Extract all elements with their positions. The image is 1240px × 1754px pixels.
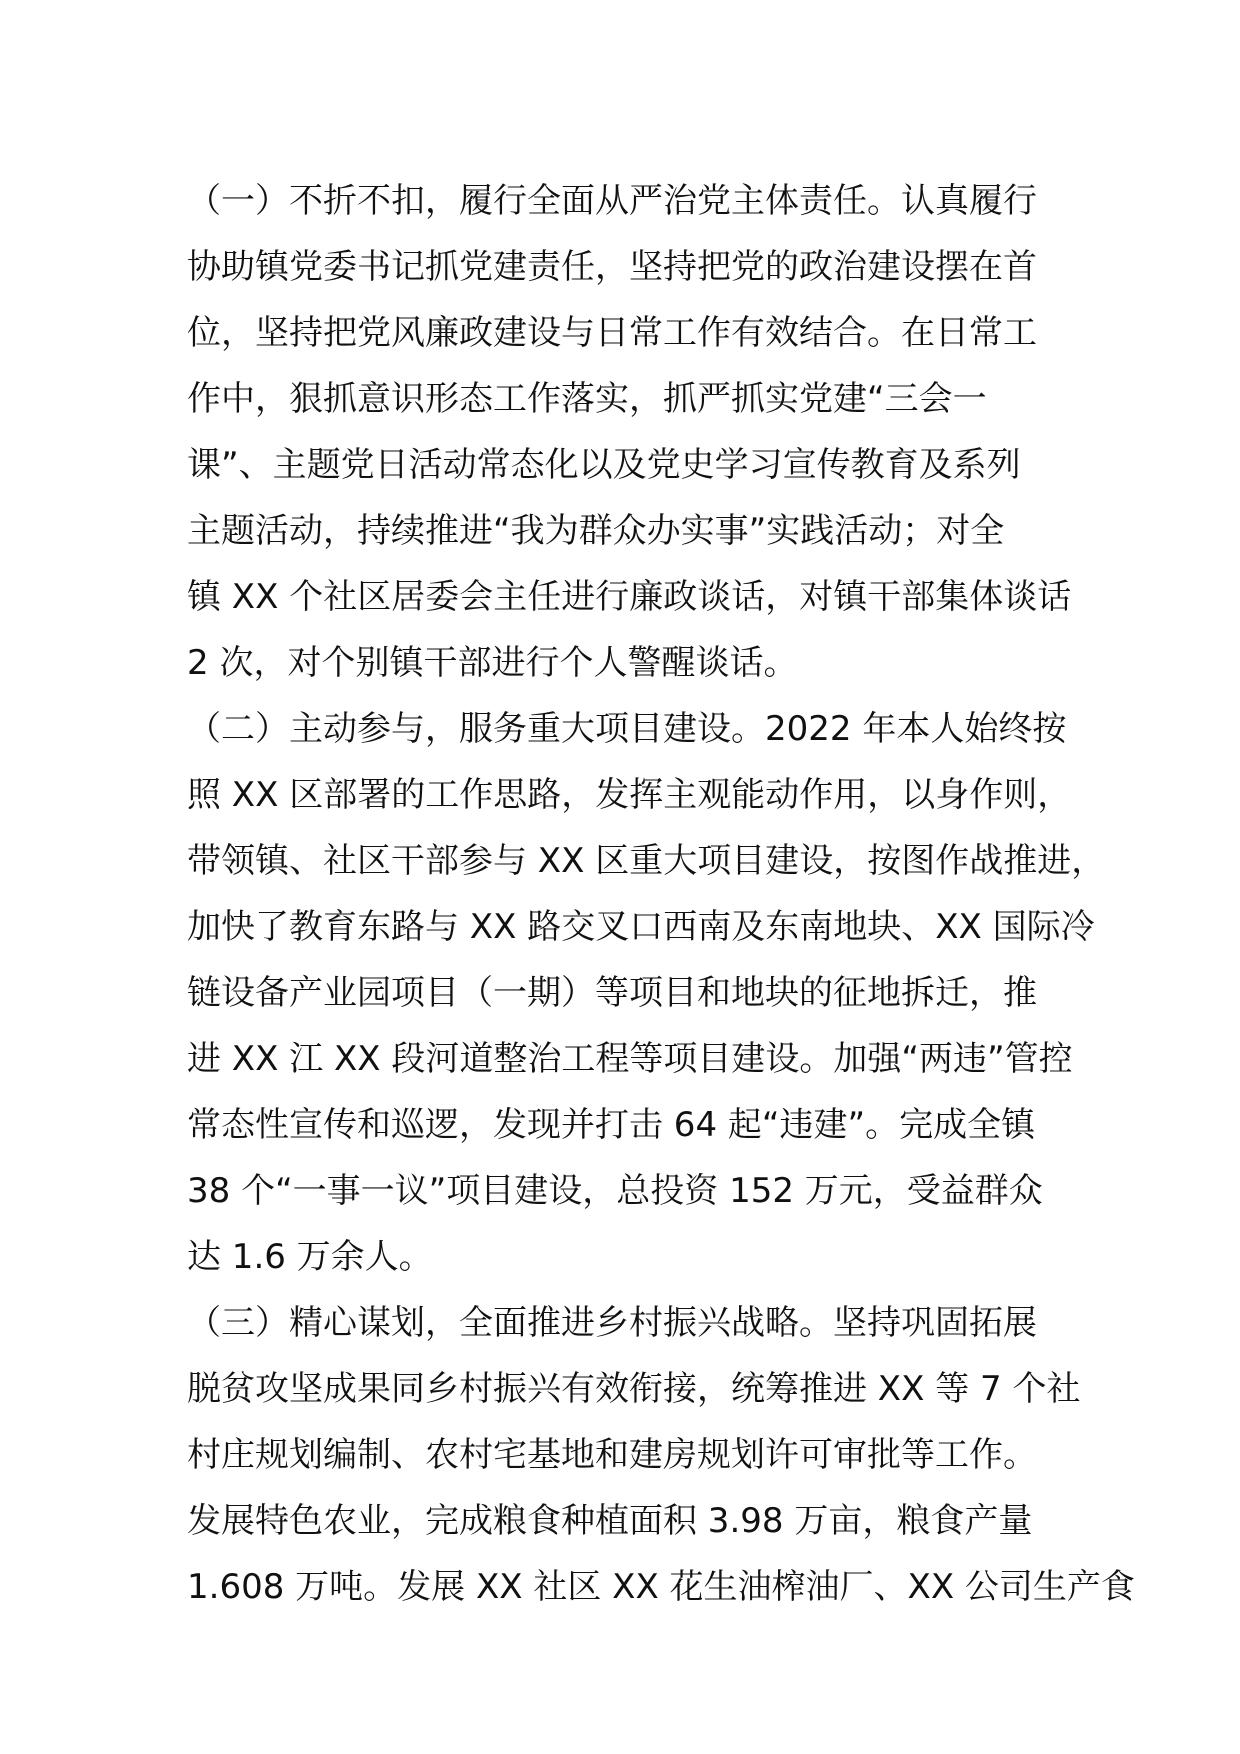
text-line: 照 XX 区部署的工作思路，发挥主观能动作用，以身作则， — [187, 775, 1072, 815]
text-line: （二）主动参与，服务重大项目建设。2022 年本人始终按 — [187, 709, 1067, 749]
text-line: 脱贫攻坚成果同乡村振兴有效衔接，统筹推进 XX 等 7 个社 — [187, 1369, 1081, 1409]
body-text — [187, 168, 1135, 1620]
text-line: 达 1.6 万余人。 — [187, 1237, 433, 1277]
text-line: （三）精心谋划，全面推进乡村振兴战略。坚持巩固拓展 — [187, 1303, 1037, 1343]
text-line: 课”、主题党日活动常态化以及党史学习宣传教育及系列 — [187, 445, 1021, 485]
text-line: 进 XX 江 XX 段河道整治工程等项目建设。加强“两违”管控 — [187, 1039, 1073, 1079]
text-line: 常态性宣传和巡逻，发现并打击 64 起“违建”。完成全镇 — [187, 1105, 1036, 1145]
text-line: （一）不折不扣，履行全面从严治党主体责任。认真履行 — [187, 181, 1037, 221]
text-line: 村庄规划编制、农村宅基地和建房规划许可审批等工作。 — [187, 1435, 1037, 1475]
text-line: 协助镇党委书记抓党建责任，坚持把党的政治建设摆在首 — [187, 247, 1037, 287]
text-line: 2 次，对个别镇干部进行个人警醒谈话。 — [187, 643, 798, 683]
text-line: 发展特色农业，完成粮食种植面积 3.98 万亩，粮食产量 — [187, 1501, 1033, 1541]
text-line: 作中，狠抓意识形态工作落实，抓严抓实党建“三会一 — [187, 379, 987, 419]
text-line: 加快了教育东路与 XX 路交叉口西南及东南地块、XX 国际冷 — [187, 907, 1095, 947]
text-line: 镇 XX 个社区居委会主任进行廉政谈话，对镇干部集体谈话 — [187, 577, 1072, 617]
text-line: 位，坚持把党风廉政建设与日常工作有效结合。在日常工 — [187, 313, 1037, 353]
text-line: 1.608 万吨。发展 XX 社区 XX 花生油榨油厂、XX 公司生产食 — [187, 1567, 1135, 1607]
text-line: 链设备产业园项目（一期）等项目和地块的征地拆迁，推 — [187, 973, 1037, 1013]
text-line: 主题活动，持续推进“我为群众办实事”实践活动；对全 — [187, 511, 1005, 551]
text-line: 38 个“一事一议”项目建设，总投资 152 万元，受益群众 — [187, 1171, 1043, 1211]
text-line: 带领镇、社区干部参与 XX 区重大项目建设，按图作战推进， — [187, 841, 1106, 881]
